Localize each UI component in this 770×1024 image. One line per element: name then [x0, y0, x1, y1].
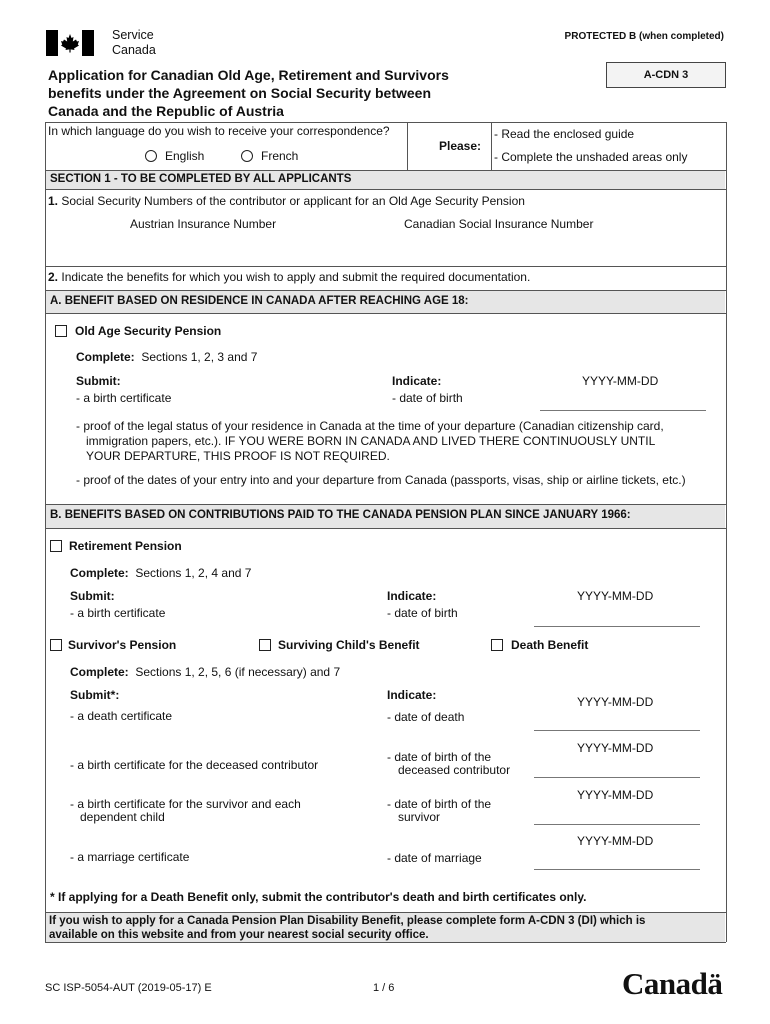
child-benefit-checkbox[interactable]: [259, 639, 271, 651]
deceased-dob-field[interactable]: [534, 777, 700, 778]
date-format-label: YYYY-MM-DD: [577, 589, 654, 603]
death-benefit-checkbox[interactable]: [491, 639, 503, 651]
complete-text: Complete: Sections 1, 2, 5, 6 (if necessary) and 7: [70, 665, 341, 679]
indicate-item: - date of marriage: [387, 851, 482, 865]
q1-text: 1. Social Security Numbers of the contributor or applicant for an Old Age Security Pension: [48, 194, 525, 208]
please-label: Please:: [439, 139, 482, 153]
indicate-item: - date of birth of the deceased contributor: [387, 750, 511, 777]
survivor-checkbox[interactable]: [50, 639, 62, 651]
date-format-label: YYYY-MM-DD: [577, 834, 654, 848]
date-format-label: YYYY-MM-DD: [577, 741, 654, 755]
protected-label: PROTECTED B (when completed): [564, 31, 724, 42]
submit-item: - a birth certificate for the survivor and each dependent child: [70, 797, 301, 824]
austrian-number-field[interactable]: [120, 234, 390, 262]
sectionB-header: B. BENEFITS BASED ON CONTRIBUTIONS PAID TO THE CANADA PENSION PLAN SINCE JANUARY 1966:: [46, 505, 725, 528]
french-radio[interactable]: [241, 150, 253, 162]
retirement-label: Retirement Pension: [69, 539, 182, 553]
q2-text: 2. Indicate the benefits for which you wish to apply and submit the required documentation.: [48, 270, 531, 284]
disability-note: If you wish to apply for a Canada Pension Plan Disability Benefit, please complete form A-CDN 3 (DI) which is available on this website and from your nearest social security office.: [46, 913, 725, 942]
dob-field[interactable]: [540, 410, 706, 411]
submit-item: - a death certificate: [70, 709, 173, 723]
canada-wordmark: Canadä: [622, 966, 723, 1001]
indicate-label: Indicate:: [387, 688, 437, 702]
submit-label: Submit*:: [70, 688, 120, 702]
canada-flag-icon: [46, 30, 94, 56]
indicate-label: Indicate:: [392, 374, 442, 388]
dob-field[interactable]: [534, 626, 700, 627]
english-label: English: [165, 149, 205, 163]
date-format-label: YYYY-MM-DD: [582, 374, 659, 388]
oas-checkbox[interactable]: [55, 325, 67, 337]
marriage-date-field[interactable]: [534, 869, 700, 870]
austrian-number-label: Austrian Insurance Number: [130, 217, 277, 231]
indicate-item: - date of birth: [392, 391, 463, 405]
date-format-label: YYYY-MM-DD: [577, 695, 654, 709]
submit-label: Submit:: [70, 589, 115, 603]
service-canada-label: Service Canada: [112, 28, 156, 57]
form-code-box: A-CDN 3: [606, 62, 726, 88]
french-label: French: [261, 149, 299, 163]
submit-item: - a birth certificate: [76, 391, 172, 405]
date-format-label: YYYY-MM-DD: [577, 788, 654, 802]
form-identifier: SC ISP-5054-AUT (2019-05-17) E: [45, 982, 212, 994]
submit-item: - a birth certificate for the deceased contributor: [70, 758, 319, 772]
canadian-sin-label: Canadian Social Insurance Number: [404, 217, 594, 231]
survivor-label: Survivor's Pension: [68, 638, 177, 652]
page-number: 1 / 6: [373, 982, 395, 994]
retirement-checkbox[interactable]: [50, 540, 62, 552]
indicate-label: Indicate:: [387, 589, 437, 603]
section1-header: SECTION 1 - TO BE COMPLETED BY ALL APPLICANTS: [46, 171, 725, 189]
page-title: Application for Canadian Old Age, Retirement and Survivors benefits under the Agreement on Social Security between Canada and the Republic of Austria: [48, 67, 449, 119]
death-benefit-footnote: * If applying for a Death Benefit only, submit the contributor's death and birth certificates only.: [50, 890, 587, 904]
submit-item: - a birth certificate: [70, 606, 166, 620]
child-benefit-label: Surviving Child's Benefit: [278, 638, 420, 652]
note-unshaded: - Complete the unshaded areas only: [494, 150, 688, 164]
canadian-sin-field[interactable]: [400, 234, 700, 262]
death-benefit-label: Death Benefit: [511, 638, 589, 652]
indicate-item: - date of death: [387, 710, 465, 724]
death-date-field[interactable]: [534, 730, 700, 731]
complete-text: Complete: Sections 1, 2, 3 and 7: [76, 350, 258, 364]
sectionA-header: A. BENEFIT BASED ON RESIDENCE IN CANADA AFTER REACHING AGE 18:: [46, 291, 725, 313]
complete-text: Complete: Sections 1, 2, 4 and 7: [70, 566, 252, 580]
oas-label: Old Age Security Pension: [75, 324, 222, 338]
indicate-item: - date of birth of the survivor: [387, 797, 492, 824]
language-question: In which language do you wish to receive your correspondence?: [48, 124, 390, 138]
submit-label: Submit:: [76, 374, 121, 388]
survivor-dob-field[interactable]: [534, 824, 700, 825]
submit-item: - a marriage certificate: [70, 850, 190, 864]
proof-legal-status: - proof of the legal status of your residence in Canada at the time of your departure (Canadian citizenship card, immigration papers, etc.). IF YOU WERE BORN IN CANADA AND LIVED THERE CONTINUOUSLY UNTIL YOUR DEPARTURE, THIS PROOF IS NOT REQUIRED.: [76, 419, 664, 463]
english-radio[interactable]: [145, 150, 157, 162]
proof-dates: - proof of the dates of your entry into and your departure from Canada (passports, visas, ship or airline tickets, etc.): [76, 473, 686, 487]
indicate-item: - date of birth: [387, 606, 458, 620]
note-read-guide: - Read the enclosed guide: [494, 127, 635, 141]
